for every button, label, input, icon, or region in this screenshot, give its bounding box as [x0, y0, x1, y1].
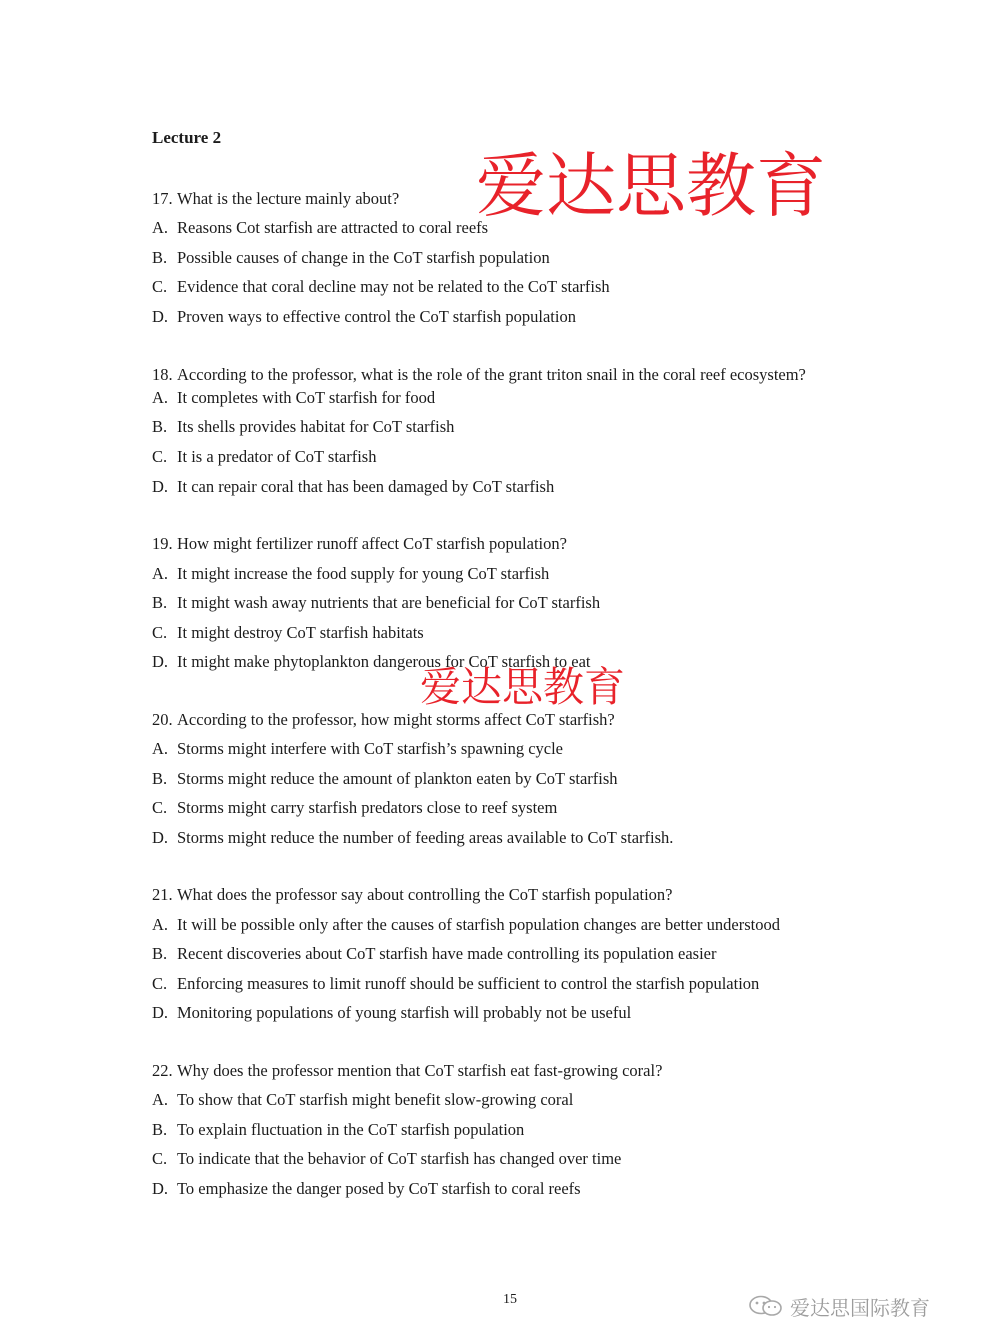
option-letter: C. — [152, 277, 168, 296]
question-text: Why does the professor mention that CoT starfish eat fast-growing coral? — [177, 1061, 663, 1080]
option-17-d — [152, 307, 576, 327]
option-21-d — [152, 1003, 631, 1023]
question-19 — [152, 534, 567, 554]
option-text: Reasons Cot starfish are attracted to coral reefs — [177, 218, 489, 237]
question-text: According to the professor, how might storms affect CoT starfish? — [177, 710, 615, 729]
question-17 — [152, 189, 399, 209]
option-17-b — [152, 248, 550, 268]
option-letter: A. — [152, 1090, 169, 1109]
option-17-c — [152, 277, 610, 297]
option-21-b — [152, 944, 716, 964]
option-letter: A. — [152, 218, 169, 237]
watermark-large: 爱达思教育 — [476, 145, 826, 227]
option-19-c — [152, 623, 424, 643]
option-21-c — [152, 974, 759, 994]
option-text: It might wash away nutrients that are beneficial for CoT starfish — [177, 593, 601, 612]
question-18 — [152, 365, 806, 385]
option-text: To explain fluctuation in the CoT starfish population — [177, 1120, 525, 1139]
option-letter: A. — [152, 915, 169, 934]
option-22-c — [152, 1149, 621, 1169]
option-letter: B. — [152, 1120, 168, 1139]
watermark-small: 爱达思教育 — [420, 663, 625, 711]
option-text: Storms might reduce the number of feeding areas available to CoT starfish. — [177, 828, 674, 847]
option-text: Monitoring populations of young starfish will probably not be useful — [177, 1003, 632, 1022]
question-20 — [152, 710, 615, 730]
option-letter: C. — [152, 1149, 168, 1168]
question-text: What is the lecture mainly about? — [177, 189, 400, 208]
option-letter: A. — [152, 388, 169, 407]
option-letter: D. — [152, 307, 169, 326]
question-number: 19. — [152, 534, 173, 553]
question-text: What does the professor say about controlling the CoT starfish population? — [177, 885, 673, 904]
question-text: According to the professor, what is the role of the grant triton snail in the coral reef ecosystem? — [177, 365, 806, 384]
question-number: 20. — [152, 710, 173, 729]
option-letter: A. — [152, 564, 169, 583]
option-22-a — [152, 1090, 573, 1110]
option-18-c — [152, 447, 376, 467]
option-letter: D. — [152, 1179, 169, 1198]
option-letter: D. — [152, 477, 169, 496]
option-21-a — [152, 915, 780, 935]
option-text: Enforcing measures to limit runoff should be sufficient to control the starfish population — [177, 974, 760, 993]
option-letter: C. — [152, 447, 168, 466]
option-letter: D. — [152, 828, 169, 847]
option-letter: B. — [152, 769, 168, 788]
option-letter: B. — [152, 417, 168, 436]
wechat-icon — [748, 1295, 784, 1317]
option-text: It might increase the food supply for young CoT starfish — [177, 564, 550, 583]
option-text: To show that CoT starfish might benefit slow-growing coral — [177, 1090, 574, 1109]
option-18-d — [152, 477, 554, 497]
option-19-b — [152, 593, 600, 613]
question-number: 17. — [152, 189, 173, 208]
option-letter: A. — [152, 739, 169, 758]
option-22-d — [152, 1179, 581, 1199]
option-letter: C. — [152, 623, 168, 642]
option-text: Possible causes of change in the CoT starfish population — [177, 248, 550, 267]
option-letter: B. — [152, 248, 168, 267]
option-22-b — [152, 1120, 524, 1140]
option-20-d — [152, 828, 673, 848]
option-text: To emphasize the danger posed by CoT starfish to coral reefs — [177, 1179, 581, 1198]
footer-brand — [748, 1294, 930, 1318]
option-text: It will be possible only after the causes of starfish population changes are better understood — [177, 915, 780, 934]
option-text: It might destroy CoT starfish habitats — [177, 623, 424, 642]
page-number: 15 — [503, 1292, 517, 1307]
option-text: Evidence that coral decline may not be related to the CoT starfish — [177, 277, 610, 296]
option-letter: D. — [152, 1003, 169, 1022]
option-text: It is a predator of CoT starfish — [177, 447, 377, 466]
footer-brand-text: 爱达思国际教育 — [790, 1295, 930, 1320]
option-text: It might make phytoplankton dangerous for CoT starfish to eat — [177, 652, 591, 671]
option-text: It completes with CoT starfish for food — [177, 388, 436, 407]
option-text: Storms might reduce the amount of plankton eaten by CoT starfish — [177, 769, 618, 788]
option-letter: C. — [152, 974, 168, 993]
option-text: It can repair coral that has been damaged by CoT starfish — [177, 477, 555, 496]
question-number: 22. — [152, 1061, 173, 1080]
option-20-a — [152, 739, 563, 759]
option-17-a — [152, 218, 488, 238]
question-number: 21. — [152, 885, 173, 904]
option-text: Storms might carry starfish predators close to reef system — [177, 798, 558, 817]
option-text: Proven ways to effective control the CoT starfish population — [177, 307, 576, 326]
lecture-heading: Lecture 2 — [152, 128, 222, 147]
option-18-a — [152, 388, 435, 408]
option-text: Recent discoveries about CoT starfish have made controlling its population easier — [177, 944, 717, 963]
option-19-a — [152, 564, 549, 584]
option-20-c — [152, 798, 557, 818]
option-letter: C. — [152, 798, 168, 817]
question-21 — [152, 885, 673, 905]
option-letter: B. — [152, 593, 168, 612]
question-text: How might fertilizer runoff affect CoT starfish population? — [177, 534, 567, 553]
option-letter: B. — [152, 944, 168, 963]
question-number: 18. — [152, 365, 173, 384]
option-letter: D. — [152, 652, 169, 671]
option-18-b — [152, 417, 454, 437]
question-22 — [152, 1061, 662, 1081]
option-text: Storms might interfere with CoT starfish’s spawning cycle — [177, 739, 564, 758]
option-text: Its shells provides habitat for CoT starfish — [177, 417, 455, 436]
option-text: To indicate that the behavior of CoT starfish has changed over time — [177, 1149, 622, 1168]
option-20-b — [152, 769, 618, 789]
